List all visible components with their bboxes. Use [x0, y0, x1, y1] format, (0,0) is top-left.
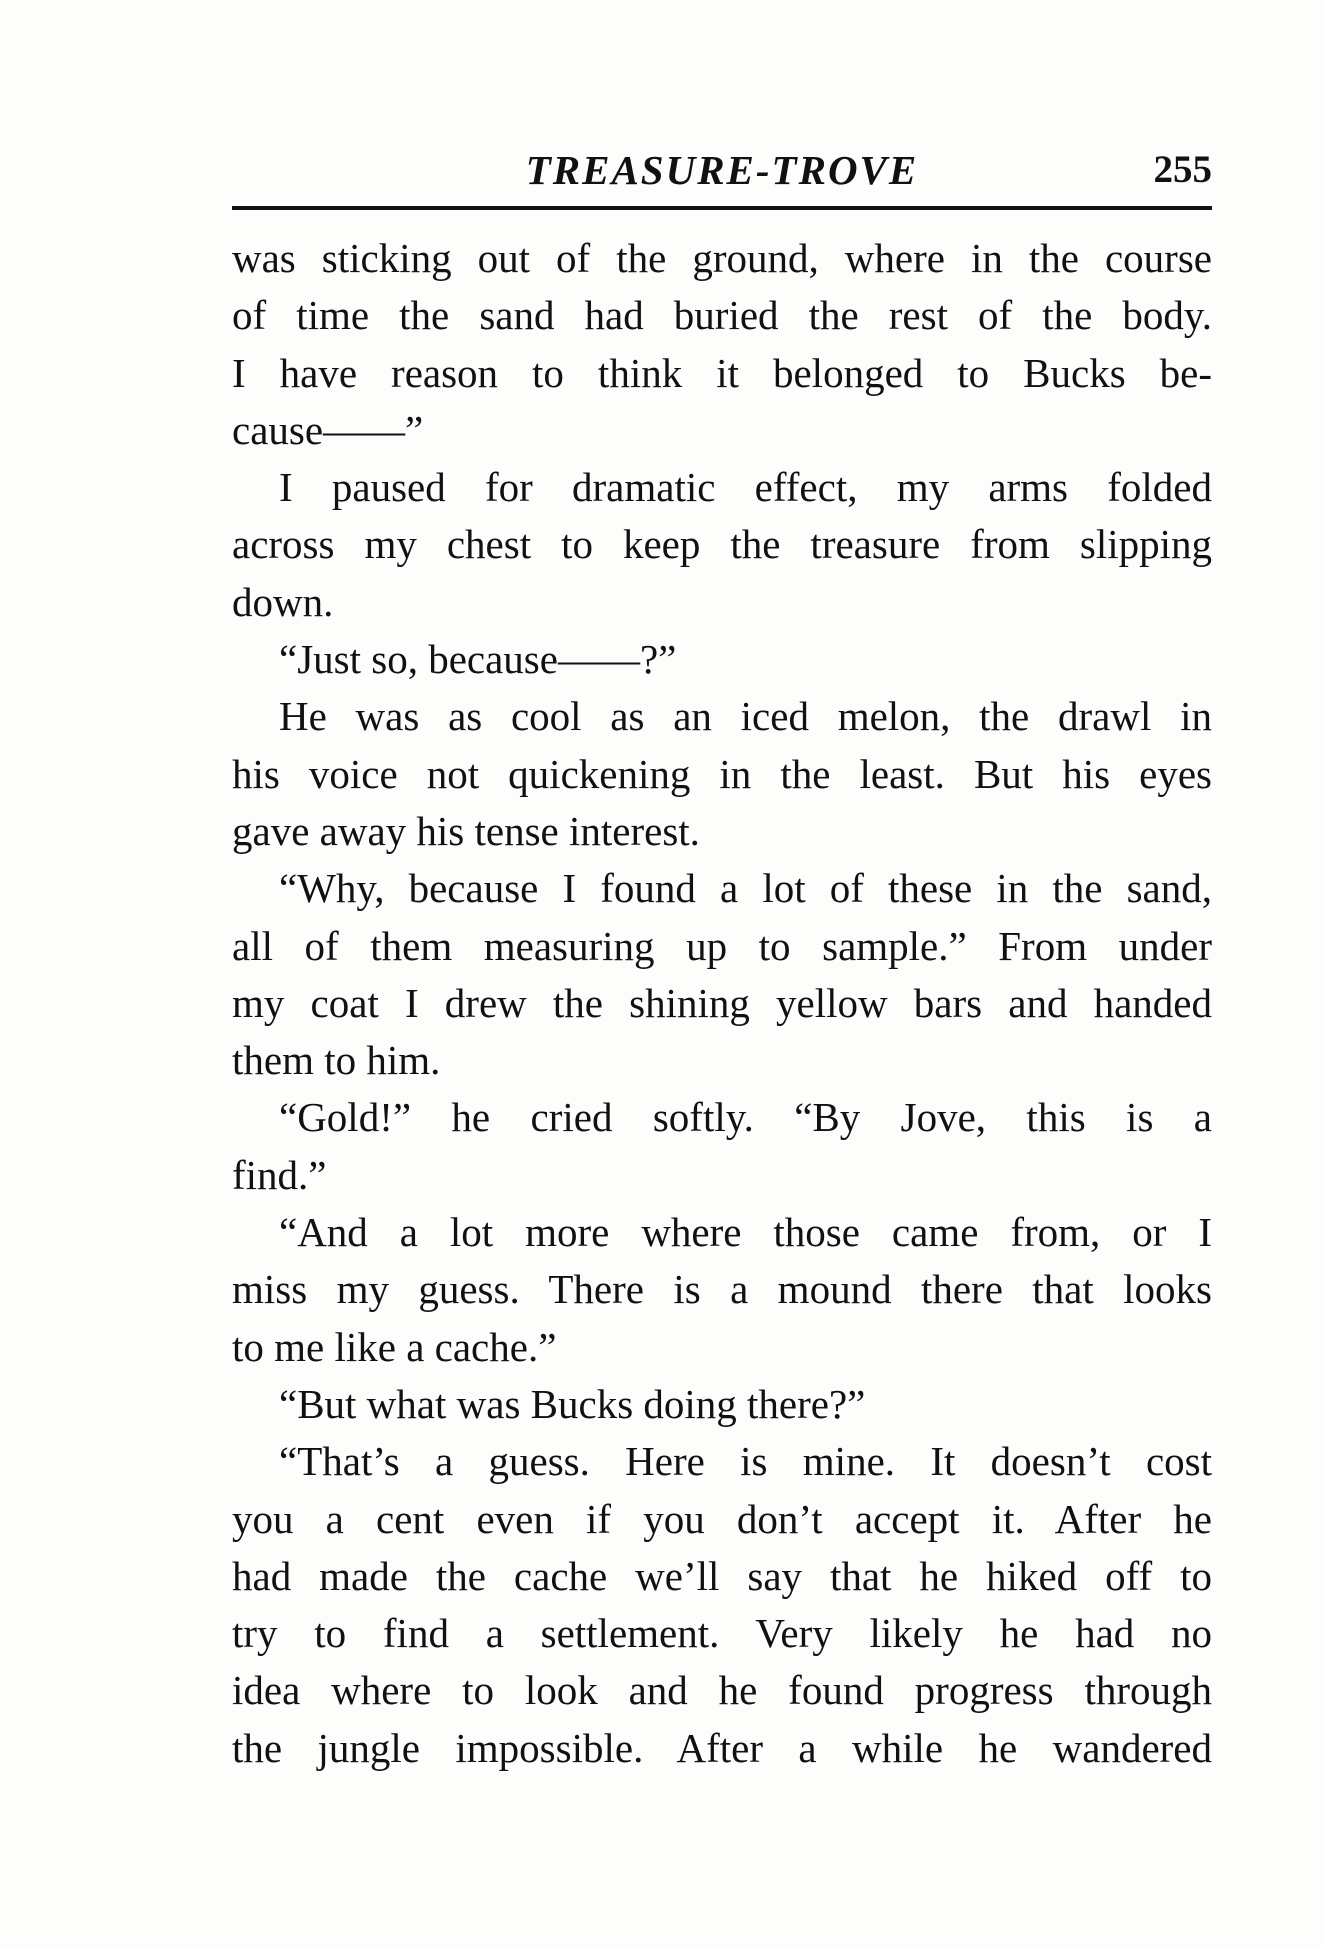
text-line: He was as cool as an iced melon, the drawl in — [279, 693, 1212, 740]
text-line: try to find a settlement. Very likely he had no — [232, 1610, 1212, 1657]
text-line: find.” — [232, 1151, 327, 1198]
text-line: idea where to look and he found progress through — [232, 1667, 1212, 1714]
text-line: cause——” — [232, 406, 424, 453]
text-line: miss my guess. There is a mound there that looks — [232, 1266, 1212, 1313]
text-line: “But what was Bucks doing there?” — [279, 1380, 866, 1427]
text-line: down. — [232, 578, 334, 625]
body-text — [232, 230, 1212, 1777]
text-line: the jungle impossible. After a while he wandered — [232, 1724, 1212, 1771]
text-line: “And a lot more where those came from, or I — [279, 1209, 1212, 1256]
text-line: all of them measuring up to sample.” From under — [232, 922, 1212, 969]
header-rule — [232, 206, 1212, 210]
text-line: I have reason to think it belonged to Bucks be- — [232, 349, 1212, 396]
text-line: gave away his tense interest. — [232, 807, 700, 854]
text-line: had made the cache we’ll say that he hiked off to — [232, 1552, 1212, 1599]
running-title: TREASURE-TROVE — [525, 147, 919, 193]
text-line: my coat I drew the shining yellow bars and handed — [232, 979, 1212, 1026]
text-line: “Gold!” he cried softly. “By Jove, this is a — [279, 1094, 1212, 1141]
text-line: I paused for dramatic effect, my arms folded — [279, 464, 1212, 511]
text-line: of time the sand had buried the rest of the body. — [232, 292, 1212, 339]
running-head — [232, 140, 1212, 200]
text-line: was sticking out of the ground, where in the course — [232, 235, 1212, 281]
text-line: “Why, because I found a lot of these in the sand, — [279, 865, 1212, 912]
text-line: “That’s a guess. Here is mine. It doesn’t cost — [279, 1438, 1212, 1485]
text-line: across my chest to keep the treasure from slipping — [232, 521, 1212, 568]
text-line: you a cent even if you don’t accept it. After he — [232, 1495, 1212, 1542]
text-line: them to him. — [232, 1037, 441, 1084]
page-number: 255 — [1153, 148, 1212, 191]
text-line: “Just so, because——?” — [279, 636, 677, 683]
text-line: his voice not quickening in the least. But his eyes — [232, 750, 1212, 797]
text-line: to me like a cache.” — [232, 1323, 557, 1370]
